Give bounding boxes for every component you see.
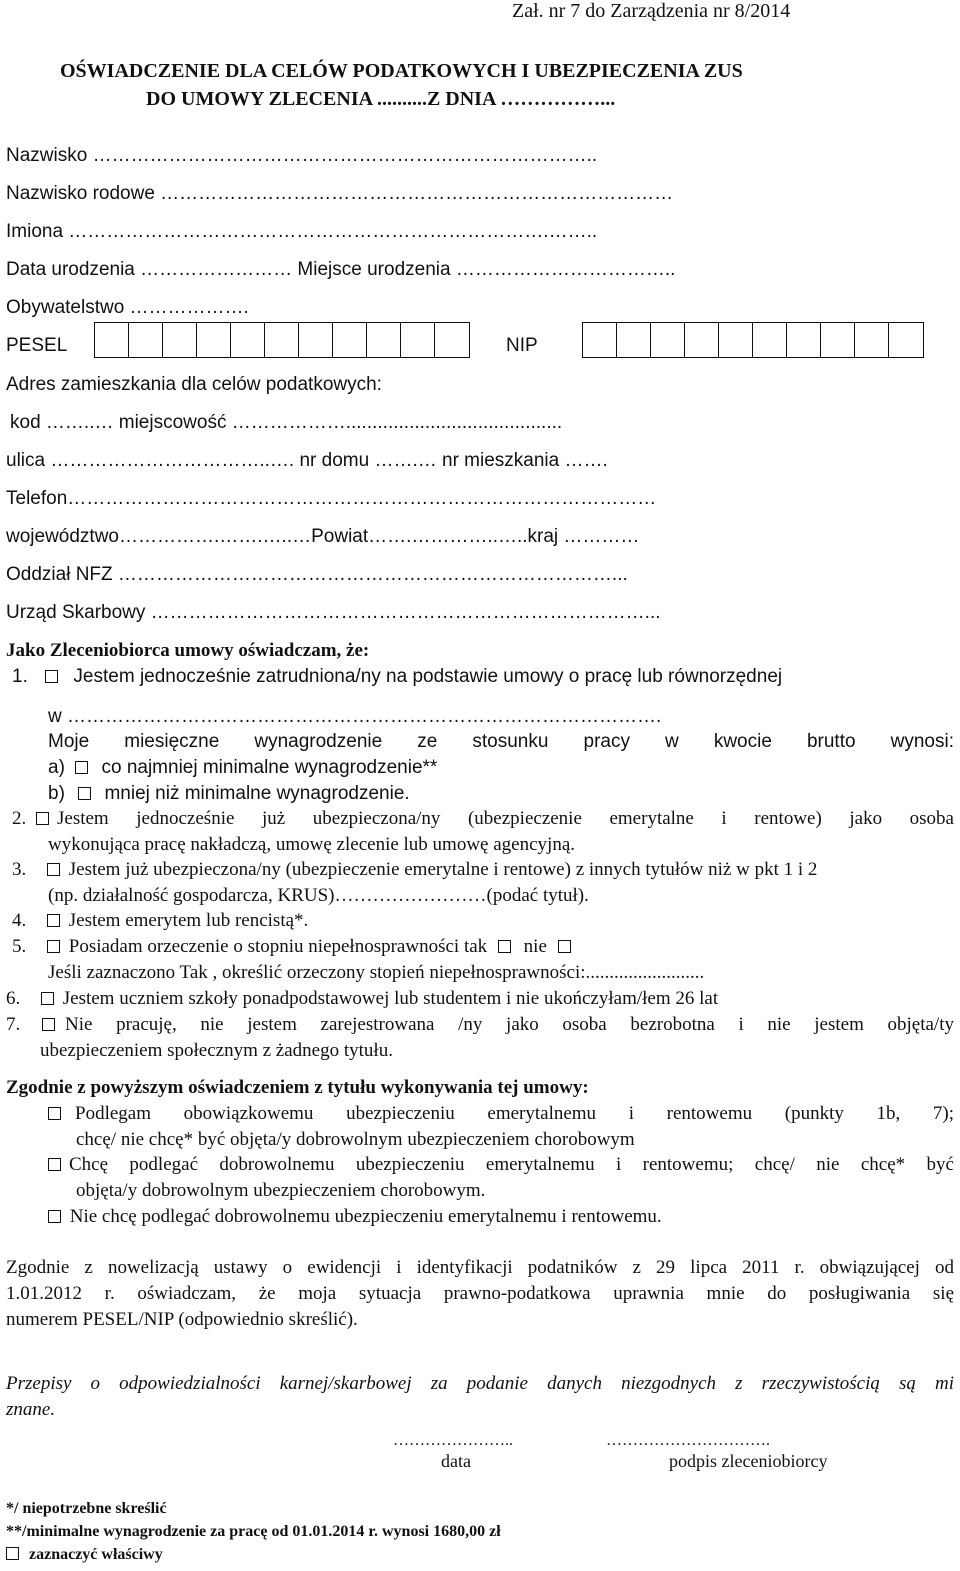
- attachment-note: Zał. nr 7 do Zarządzenia nr 8/2014: [512, 0, 791, 22]
- insurance-heading: Zgodnie z powyższym oświadczeniem z tytułu wykonywania tej umowy:: [6, 1077, 589, 1098]
- checkbox-icon[interactable]: [47, 863, 60, 876]
- item-4: [12, 910, 308, 932]
- item-7-text: Nie pracuję, nie jestem zarejestrowana /ny jako osoba bezrobotna i nie jestem objęta/ty: [65, 1014, 954, 1035]
- item-number: 7.: [6, 1014, 21, 1035]
- legal-line-1: Zgodnie z nowelizacją ustawy o ewidencji i identyfikacji podatników z 29 lipca 2011 r. obwiązującej od: [6, 1257, 954, 1278]
- option-2-text: Chcę podlegać dobrowolnemu ubezpieczeniu emerytalnemu i rentowemu; chcę/ nie chcę* być: [69, 1154, 954, 1175]
- option-label: b): [48, 783, 65, 804]
- region-field[interactable]: województwo…………….…….…..…Powiat…….…………..…..kraj …………: [6, 526, 640, 547]
- checkbox-icon[interactable]: [48, 1158, 61, 1171]
- nip-digit-box[interactable]: [651, 323, 685, 357]
- checkbox-icon[interactable]: [48, 1210, 61, 1223]
- item-4-text: Jestem emerytem lub rencistą*.: [68, 910, 309, 931]
- option-a: [48, 757, 437, 779]
- citizenship-field[interactable]: Obywatelstwo ……………….: [6, 297, 249, 318]
- option-b: [48, 783, 410, 805]
- item-3-continued: (np. działalność gospodarcza, KRUS)……………………(podać tytuł).: [48, 885, 589, 906]
- pesel-digit-box[interactable]: [95, 323, 129, 357]
- item-6: [6, 988, 718, 1010]
- nip-digit-box[interactable]: [719, 323, 753, 357]
- pesel-digit-box[interactable]: [435, 323, 469, 357]
- item-2-text: Jestem jednocześnie już ubezpieczona/ny (ubezpieczenie emerytalne i rentowe) jako osoba: [57, 808, 954, 829]
- checkbox-icon[interactable]: [45, 670, 58, 683]
- checkbox-icon[interactable]: [48, 1107, 61, 1120]
- nfz-branch-field[interactable]: Oddział NFZ ……………………………………………………………………...: [6, 564, 628, 585]
- nip-boxes[interactable]: [582, 322, 924, 358]
- item-number: 6.: [6, 988, 21, 1009]
- signature-label: podpis zleceniobiorcy: [669, 1451, 828, 1471]
- pesel-digit-box[interactable]: [299, 323, 333, 357]
- surname-field[interactable]: Nazwisko ……………………………………………………………………..: [6, 145, 598, 166]
- option-3-text: Nie chcę podlegać dobrowolnemu ubezpieczeniu emerytalnemu i rentowemu.: [69, 1206, 662, 1227]
- pesel-digit-box[interactable]: [231, 323, 265, 357]
- footnote-3: [6, 1546, 163, 1564]
- item-7: [6, 1014, 954, 1036]
- option-b-text: mniej niż minimalne wynagrodzenie.: [104, 783, 410, 804]
- nip-digit-box[interactable]: [685, 323, 719, 357]
- tax-office-field[interactable]: Urząd Skarbowy ……………………………………………………………………...: [6, 602, 661, 623]
- nip-digit-box[interactable]: [787, 323, 821, 357]
- insurance-option-1: [48, 1103, 954, 1125]
- item-5-no-label: nie: [523, 936, 547, 957]
- checkbox-icon: [6, 1547, 19, 1560]
- option-1-text: Podlegam obowiązkowemu ubezpieczeniu emerytalnemu i rentowemu (punkty 1b, 7);: [75, 1103, 954, 1124]
- item-6-text: Jestem uczniem szkoły ponadpodstawowej lub studentem i nie ukończyłam/łem 26 lat: [62, 988, 719, 1009]
- nip-digit-box[interactable]: [821, 323, 855, 357]
- checkbox-icon[interactable]: [78, 787, 91, 800]
- liability-line-2: znane.: [6, 1399, 56, 1420]
- legal-line-3: numerem PESEL/NIP (odpowiednio skreślić).: [6, 1309, 358, 1330]
- footnote-1: */ niepotrzebne skreślić: [6, 1500, 167, 1517]
- nip-label: NIP: [506, 335, 538, 356]
- pesel-digit-box[interactable]: [401, 323, 435, 357]
- item-number: 1.: [12, 666, 28, 687]
- option-label: a): [48, 757, 65, 778]
- checkbox-yes-icon[interactable]: [498, 940, 511, 953]
- footnote-2: **/minimalne wynagrodzenie za pracę od 01.01.2014 r. wynosi 1680,00 zł: [6, 1523, 501, 1540]
- item-2-continued: wykonująca pracę nakładczą, umowę zlecenie lub umowę agencyjną.: [48, 834, 575, 855]
- checkbox-no-icon[interactable]: [558, 940, 571, 953]
- pesel-digit-box[interactable]: [129, 323, 163, 357]
- option-1-continued: chcę/ nie chcę* być objęta/y dobrowolnym ubezpieczeniem chorobowym: [76, 1129, 635, 1150]
- item-5-note: Jeśli zaznaczono Tak , określić orzeczony stopień niepełnosprawności:.........................: [48, 962, 705, 983]
- postal-code-city-field[interactable]: kod ……..… miejscowość ……………….........................................: [10, 412, 563, 433]
- item-5: [12, 936, 574, 958]
- salary-statement: Moje miesięczne wynagrodzenie ze stosunku pracy w kwocie brutto wynosi:: [48, 731, 954, 752]
- pesel-label: PESEL: [6, 335, 68, 356]
- item-number: 3.: [12, 859, 27, 880]
- item-3: [12, 859, 817, 881]
- nip-digit-box[interactable]: [617, 323, 651, 357]
- checkbox-icon[interactable]: [47, 914, 60, 927]
- pesel-digit-box[interactable]: [163, 323, 197, 357]
- maiden-name-field[interactable]: Nazwisko rodowe ………………………………………………………………………: [6, 183, 674, 204]
- item-1-text: Jestem jednocześnie zatrudniona/ny na podstawie umowy o pracę lub równorzędnej: [73, 666, 783, 687]
- date-label: data: [441, 1451, 471, 1471]
- item-number: 4.: [12, 910, 27, 931]
- declaration-heading: Jako Zleceniobiorca umowy oświadczam, że:: [6, 640, 370, 661]
- first-names-field[interactable]: Imiona ………………………………………………………………….……..: [6, 221, 598, 242]
- pesel-digit-box[interactable]: [197, 323, 231, 357]
- legal-line-2: 1.01.2012 r. oświadczam, że moja sytuacja prawno-podatkowa uprawnia mnie do posługiwania się: [6, 1283, 954, 1304]
- title-line-2: DO UMOWY ZLECENIA ..........Z DNIA ……………...: [146, 88, 616, 110]
- insurance-option-3: [48, 1206, 662, 1228]
- nip-digit-box[interactable]: [583, 323, 617, 357]
- item-1: [12, 666, 782, 688]
- checkbox-icon[interactable]: [47, 940, 60, 953]
- item-7-continued: ubezpieczeniem społecznym z żadnego tytułu.: [40, 1040, 393, 1061]
- insurance-option-2: [48, 1154, 954, 1176]
- checkbox-icon[interactable]: [41, 992, 54, 1005]
- footnote-3-text: zaznaczyć właściwy: [29, 1546, 163, 1563]
- nip-digit-box[interactable]: [855, 323, 889, 357]
- item-2: [12, 808, 954, 830]
- address-heading: Adres zamieszkania dla celów podatkowych:: [6, 374, 382, 395]
- checkbox-icon[interactable]: [42, 1018, 55, 1031]
- date-line[interactable]: …………………..: [393, 1432, 513, 1449]
- title-line-1: OŚWIADCZENIE DLA CELÓW PODATKOWYCH I UBEZPIECZENIA ZUS: [60, 60, 743, 82]
- item-5-text: Posiadam orzeczenie o stopniu niepełnosprawności tak: [68, 936, 488, 957]
- birth-date-place-field[interactable]: Data urodzenia …………………… Miejsce urodzenia ……………………………..: [6, 259, 676, 280]
- signature-line[interactable]: ………………………….: [606, 1432, 770, 1449]
- pesel-digit-box[interactable]: [367, 323, 401, 357]
- liability-line-1: Przepisy o odpowiedzialności karnej/skarbowej za podanie danych niezgodnych z rzeczywistością są mi: [6, 1373, 954, 1394]
- nip-digit-box[interactable]: [889, 323, 923, 357]
- checkbox-icon[interactable]: [36, 812, 49, 825]
- pesel-boxes[interactable]: [94, 322, 470, 358]
- item-number: 2.: [12, 808, 27, 829]
- nip-digit-box[interactable]: [753, 323, 787, 357]
- option-2-continued: objęta/y dobrowolnym ubezpieczeniem chorobowym.: [76, 1180, 486, 1201]
- option-a-text: co najmniej minimalne wynagrodzenie**: [101, 757, 438, 778]
- item-number: 5.: [12, 936, 27, 957]
- item-3-text: Jestem już ubezpieczona/ny (ubezpieczenie emerytalne i rentowe) z innych tytułów niż w pkt 1 i 2: [68, 859, 818, 880]
- pesel-digit-box[interactable]: [265, 323, 299, 357]
- checkbox-icon[interactable]: [75, 761, 88, 774]
- pesel-digit-box[interactable]: [333, 323, 367, 357]
- phone-field[interactable]: Telefon…………………………………………………………………………………: [6, 488, 657, 509]
- employer-field[interactable]: w ………………………………………………………………………………….: [48, 706, 662, 727]
- street-field[interactable]: ulica ……………………………..…. nr domu …….… nr mieszkania …….: [6, 450, 608, 471]
